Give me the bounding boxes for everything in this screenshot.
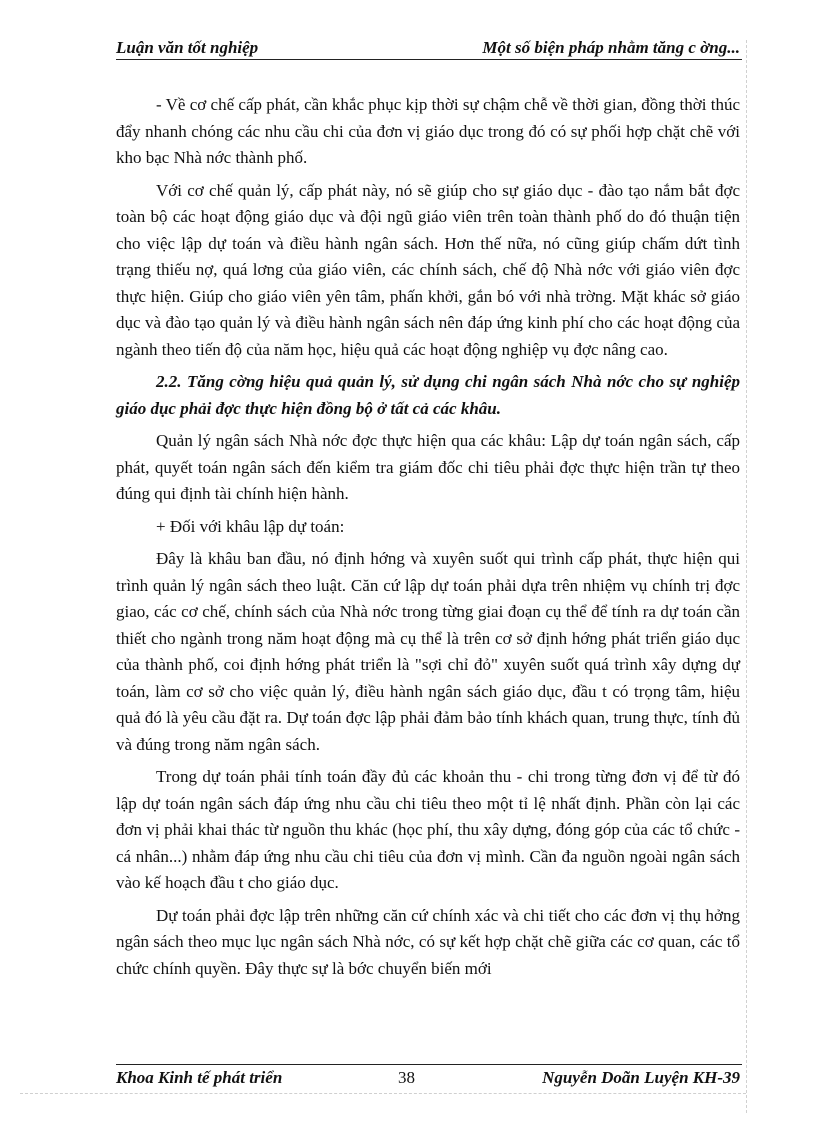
- footer-author: Nguyễn Doãn Luyện KH-39: [542, 1068, 740, 1087]
- page-border-right: [746, 40, 747, 1113]
- section-heading: 2.2. Tăng cờng hiệu quả quản lý, sử dụng chi ngân sách Nhà nớc cho sự nghiệp giáo dục phải đợc thực hiện đồng bộ ở tất cả các khâu.: [116, 372, 740, 418]
- paragraph: Trong dự toán phải tính toán đầy đủ các khoản thu - chi trong từng đơn vị để từ đó lập dự toán ngân sách đáp ứng nhu cầu chi tiêu theo một tỉ lệ nhất định. Phần còn lại các đơn vị phải khai thác từ nguồn thu khác (học phí, thu xây dựng, đóng góp của các tổ chức - cá nhân...) nhằm đáp ứng nhu cầu chi tiêu của đơn vị mình. Cần đa nguồn ngoài ngân sách vào kế hoạch đầu t cho giáo dục.: [116, 767, 740, 892]
- paragraph: Dự toán phải đợc lập trên những căn cứ chính xác và chi tiết cho các đơn vị thụ hởng ngân sách theo mục lục ngân sách Nhà nớc, có sự kết hợp chặt chẽ giữa các cơ quan, các tổ chức chính quyền. Đây thực sự là bớc chuyển biến mới: [116, 905, 740, 978]
- document-body: [116, 92, 740, 988]
- page-footer: [116, 1068, 740, 1090]
- page-border-bottom: [20, 1093, 746, 1094]
- page-number: 38: [398, 1068, 415, 1087]
- page-header: [116, 38, 740, 60]
- header-thesis-label: Luận văn tốt nghiệp: [116, 38, 259, 57]
- header-thesis-title: Một số biện pháp nhằm tăng c ờng...: [482, 38, 740, 57]
- paragraph: Với cơ chế quản lý, cấp phát này, nó sẽ giúp cho sự giáo dục - đào tạo nắm bắt đợc toàn bộ các hoạt động giáo dục và đội ngũ giáo viên trên toàn thành phố do đó thuận tiện cho việc lập dự toán và điều hành ngân sách. Hơn thế nữa, nó cũng giúp chấm dứt tình trạng thiếu nợ, quá lơng của giáo viên, các chính sách, chế độ Nhà nớc với giáo viên đợc thực hiện. Giúp cho giáo viên yên tâm, phấn khởi, gắn bó với nhà trờng. Mặt khác sở giáo dục và đào tạo quản lý và điều hành ngân sách nên đáp ứng kinh phí cho các hoạt động của ngành theo tiến độ của năm học, hiệu quả các hoạt động nghiệp vụ đợc nâng cao.: [116, 180, 740, 359]
- paragraph: Đây là khâu ban đầu, nó định hớng và xuyên suốt qui trình cấp phát, thực hiện qui trình quản lý ngân sách theo luật. Căn cứ lập dự toán phải dựa trên nhiệm vụ chính trị đợc giao, các cơ chế, chính sách của Nhà nớc trong từng giai đoạn cụ thể để tính ra dự toán cần thiết cho ngành trong năm hoạt động mà cụ thể là trên cơ sở định hớng phát triển giáo dục của thành phố, coi định hớng phát triển là "sợi chỉ đỏ" xuyên suốt quá trình xây dựng dự toán, làm cơ sở cho việc quản lý, điều hành ngân sách giáo dục, đầu t có trọng tâm, hiệu quả đó là yêu cầu đặt ra. Dự toán đợc lập phải đảm bảo tính khách quan, trung thực, tính đủ và đúng trong năm ngân sách.: [116, 549, 740, 754]
- footer-faculty: Khoa Kinh tế phát triển: [116, 1068, 283, 1087]
- paragraph: Quản lý ngân sách Nhà nớc đợc thực hiện qua các khâu: Lập dự toán ngân sách, cấp phát, quyết toán ngân sách đến kiểm tra giám đốc chi tiêu phải đợc thực hiện trần tự theo đúng qui định tài chính hiện hành.: [116, 431, 740, 503]
- footer-divider: [116, 1064, 742, 1065]
- paragraph: - Về cơ chế cấp phát, cần khắc phục kịp thời sự chậm chễ về thời gian, đồng thời thúc đẩy nhanh chóng các nhu cầu chi của đơn vị giáo dục trong đó có sự phối hợp chặt chẽ với kho bạc Nhà nớc thành phố.: [116, 95, 740, 167]
- paragraph: + Đối với khâu lập dự toán:: [156, 516, 345, 536]
- header-divider: [116, 59, 742, 60]
